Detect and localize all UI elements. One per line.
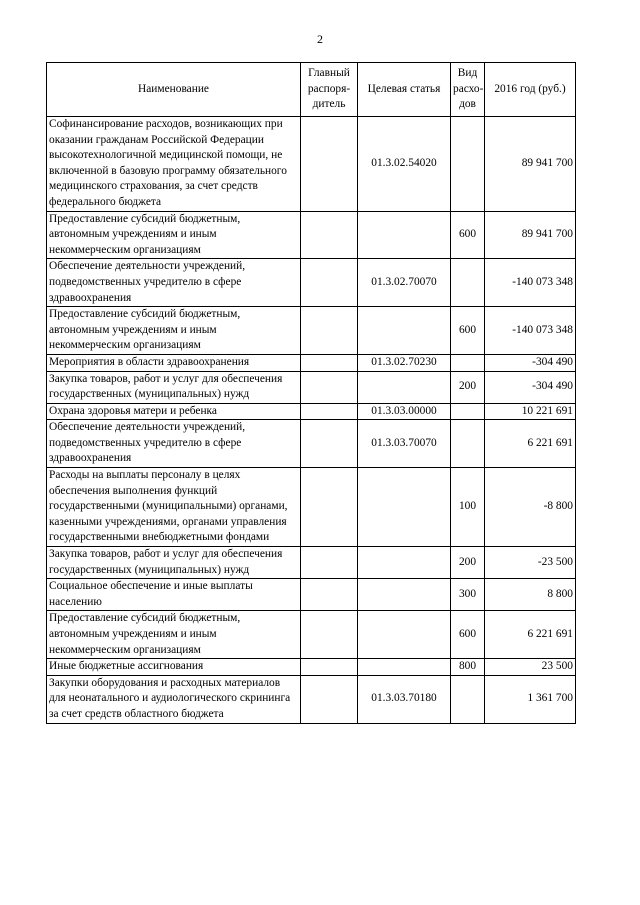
cell-article xyxy=(358,659,451,676)
cell-name: Закупка товаров, работ и услуг для обеспечения государственных (муниципальных) нужд xyxy=(47,371,301,403)
table-row xyxy=(47,371,576,403)
cell-name: Расходы на выплаты персоналу в целях обеспечения выполнения функций государственными (муниципальными) органами, казенными учреждениями, органами управления государственными внебюджетными фондами xyxy=(47,468,301,547)
cell-type: 600 xyxy=(451,307,485,355)
cell-article xyxy=(358,371,451,403)
cell-type xyxy=(451,354,485,371)
cell-sum: 1 361 700 xyxy=(485,675,576,723)
cell-manager xyxy=(301,547,358,579)
header-manager: Главный распоря-дитель xyxy=(301,63,358,117)
cell-type: 300 xyxy=(451,579,485,611)
cell-sum: -23 500 xyxy=(485,547,576,579)
cell-article xyxy=(358,307,451,355)
cell-name: Обеспечение деятельности учреждений, подведомственных учредителю в сфере здравоохранения xyxy=(47,259,301,307)
header-expense-type: Вид расхо-дов xyxy=(451,63,485,117)
cell-sum: 6 221 691 xyxy=(485,420,576,468)
cell-type xyxy=(451,403,485,420)
table-body xyxy=(47,117,576,724)
cell-article: 01.3.02.54020 xyxy=(358,117,451,212)
cell-type xyxy=(451,420,485,468)
cell-name: Софинансирование расходов, возникающих при оказании гражданам Российской Федерации высокотехнологичной медицинской помощи, не включенной в базовую программу обязательного медицинского страхования, за счет средств федерального бюджета xyxy=(47,117,301,212)
cell-name: Охрана здоровья матери и ребенка xyxy=(47,403,301,420)
table-row xyxy=(47,611,576,659)
cell-sum: 6 221 691 xyxy=(485,611,576,659)
cell-name: Предоставление субсидий бюджетным, автономным учреждениям и иным некоммерческим организациям xyxy=(47,307,301,355)
cell-name: Обеспечение деятельности учреждений, подведомственных учредителю в сфере здравоохранения xyxy=(47,420,301,468)
cell-article: 01.3.02.70230 xyxy=(358,354,451,371)
cell-article: 01.3.02.70070 xyxy=(358,259,451,307)
cell-article xyxy=(358,611,451,659)
cell-type xyxy=(451,117,485,212)
table-row xyxy=(47,354,576,371)
cell-name: Мероприятия в области здравоохранения xyxy=(47,354,301,371)
cell-manager xyxy=(301,468,358,547)
header-name: Наименование xyxy=(47,63,301,117)
cell-type: 200 xyxy=(451,547,485,579)
table-row xyxy=(47,259,576,307)
cell-sum: 23 500 xyxy=(485,659,576,676)
table-row xyxy=(47,579,576,611)
table-row xyxy=(47,211,576,259)
table-row xyxy=(47,547,576,579)
cell-type: 600 xyxy=(451,211,485,259)
cell-type: 600 xyxy=(451,611,485,659)
cell-manager xyxy=(301,354,358,371)
cell-manager xyxy=(301,307,358,355)
cell-article xyxy=(358,211,451,259)
cell-sum: 10 221 691 xyxy=(485,403,576,420)
cell-sum: -140 073 348 xyxy=(485,307,576,355)
cell-manager xyxy=(301,675,358,723)
cell-sum: 8 800 xyxy=(485,579,576,611)
cell-manager xyxy=(301,611,358,659)
cell-manager xyxy=(301,420,358,468)
cell-type xyxy=(451,675,485,723)
cell-article: 01.3.03.00000 xyxy=(358,403,451,420)
cell-article xyxy=(358,579,451,611)
budget-table xyxy=(46,62,576,724)
table-row xyxy=(47,420,576,468)
cell-name: Предоставление субсидий бюджетным, автономным учреждениям и иным некоммерческим организациям xyxy=(47,211,301,259)
cell-manager xyxy=(301,579,358,611)
cell-article: 01.3.03.70180 xyxy=(358,675,451,723)
cell-sum: -8 800 xyxy=(485,468,576,547)
cell-manager xyxy=(301,371,358,403)
table-row xyxy=(47,403,576,420)
table-header-row xyxy=(47,63,576,117)
cell-name: Социальное обеспечение и иные выплаты населению xyxy=(47,579,301,611)
cell-name: Закупки оборудования и расходных материалов для неонатального и аудиологического скрининга за счет средств областного бюджета xyxy=(47,675,301,723)
cell-article xyxy=(358,468,451,547)
cell-type: 100 xyxy=(451,468,485,547)
cell-sum: -304 490 xyxy=(485,354,576,371)
page-number: 2 xyxy=(317,32,323,46)
table-row xyxy=(47,675,576,723)
header-article: Целевая статья xyxy=(358,63,451,117)
cell-manager xyxy=(301,117,358,212)
cell-sum: 89 941 700 xyxy=(485,211,576,259)
table-row xyxy=(47,117,576,212)
cell-article xyxy=(358,547,451,579)
table-row xyxy=(47,468,576,547)
cell-article: 01.3.03.70070 xyxy=(358,420,451,468)
cell-manager xyxy=(301,211,358,259)
cell-manager xyxy=(301,259,358,307)
cell-manager xyxy=(301,403,358,420)
cell-name: Предоставление субсидий бюджетным, автономным учреждениям и иным некоммерческим организациям xyxy=(47,611,301,659)
table-row xyxy=(47,659,576,676)
cell-name: Иные бюджетные ассигнования xyxy=(47,659,301,676)
header-sum: 2016 год (руб.) xyxy=(485,63,576,117)
table-row xyxy=(47,307,576,355)
cell-sum: -140 073 348 xyxy=(485,259,576,307)
cell-type: 200 xyxy=(451,371,485,403)
cell-sum: -304 490 xyxy=(485,371,576,403)
cell-sum: 89 941 700 xyxy=(485,117,576,212)
cell-name: Закупка товаров, работ и услуг для обеспечения государственных (муниципальных) нужд xyxy=(47,547,301,579)
cell-type xyxy=(451,259,485,307)
cell-type: 800 xyxy=(451,659,485,676)
cell-manager xyxy=(301,659,358,676)
